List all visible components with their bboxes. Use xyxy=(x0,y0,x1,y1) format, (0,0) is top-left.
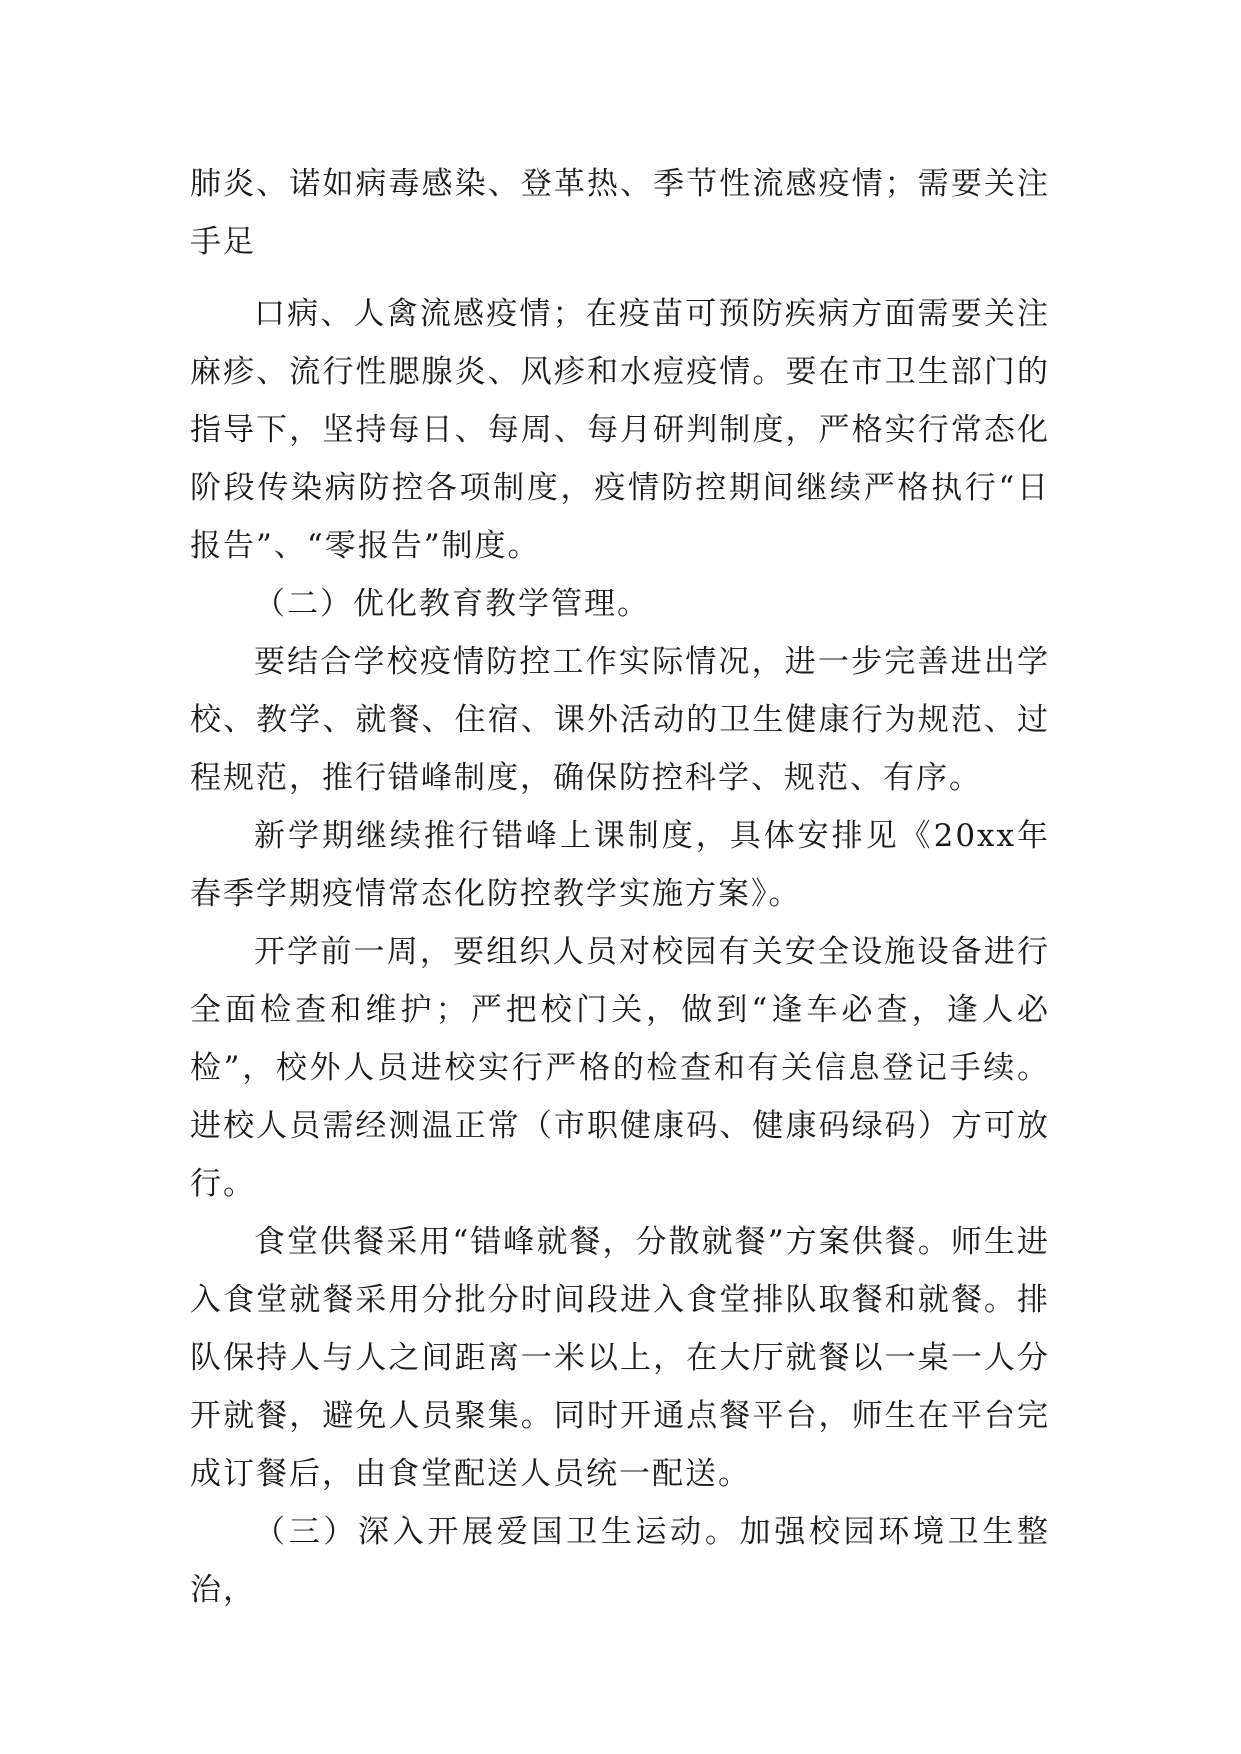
paragraph-1: 肺炎、诺如病毒感染、登革热、季节性流感疫情；需要关注手足 xyxy=(190,166,1050,260)
section-heading-3: （三）深入开展爱国卫生运动。加强校园环境卫生整治， xyxy=(190,1514,1050,1608)
paragraph-6: 食堂供餐采用“错峰就餐，分散就餐”方案供餐。师生进入食堂就餐采用分批分时间段进入食堂排队取餐和就餐。排队保持人与人之间距离一米以上，在大厅就餐以一桌一人分开就餐，避免人员聚集。同时开通点餐平台，师生在平台完成订餐后，由食堂配送人员统一配送。 xyxy=(190,1224,1050,1492)
paragraph-3: 要结合学校疫情防控工作实际情况，进一步完善进出学校、教学、就餐、住宿、课外活动的卫生健康行为规范、过程规范，推行错峰制度，确保防控科学、规范、有序。 xyxy=(190,644,1050,796)
document-body xyxy=(190,155,1050,1619)
section-heading-2: （二）优化教育教学管理。 xyxy=(254,586,650,622)
paragraph-5: 开学前一周，要组织人员对校园有关安全设施设备进行全面检查和维护；严把校门关，做到“逢车必查，逢人必检”，校外人员进校实行严格的检查和有关信息登记手续。进校人员需经测温正常（市职健康码、健康码绿码）方可放行。 xyxy=(190,934,1050,1202)
paragraph-4: 新学期继续推行错峰上课制度，具体安排见《20xx年春季学期疫情常态化防控教学实施方案》。 xyxy=(190,818,1050,912)
paragraph-2: 口病、人禽流感疫情；在疫苗可预防疾病方面需要关注麻疹、流行性腮腺炎、风疹和水痘疫情。要在市卫生部门的指导下，坚持每日、每周、每月研判制度，严格实行常态化阶段传染病防控各项制度，疫情防控期间继续严格执行“日报告”、“零报告”制度。 xyxy=(190,296,1050,564)
